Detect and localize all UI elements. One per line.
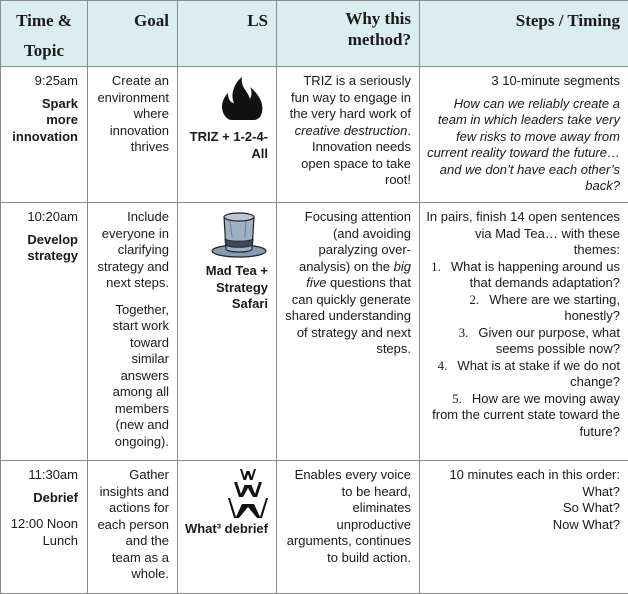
steps-line: So What? xyxy=(426,500,620,517)
goal-cell xyxy=(88,67,178,203)
steps-cell xyxy=(420,461,628,594)
goal-cell xyxy=(88,203,178,461)
table-row xyxy=(1,461,628,594)
header-time-topic-label: Time & Topic xyxy=(16,11,72,60)
table-row xyxy=(1,67,628,203)
list-item xyxy=(426,259,620,292)
topic-label: Spark more innovation xyxy=(7,96,78,146)
list-item-number: 1. xyxy=(431,259,441,274)
list-item xyxy=(426,391,620,441)
why-text-end: questions that can quickly generate shared understanding of strategy and next steps. xyxy=(285,275,411,356)
header-why xyxy=(277,1,420,67)
time-cell xyxy=(1,67,88,203)
goal-text: Together, start work toward similar answers among all members (new and ongoing). xyxy=(94,302,169,451)
time-cell xyxy=(1,203,88,461)
list-item-text: What is at stake if we do not change? xyxy=(457,358,620,390)
steps-intro: In pairs, finish 14 open sentences via Mad Tea… with these themes: xyxy=(426,209,620,259)
steps-cell xyxy=(420,203,628,461)
list-item-number: 5. xyxy=(452,391,462,406)
why-cell xyxy=(277,203,420,461)
why-cell xyxy=(277,461,420,594)
goal-text: Create an environment where innovation thrives xyxy=(94,73,169,156)
flame-icon xyxy=(218,73,268,121)
header-goal-label: Goal xyxy=(88,1,177,36)
why-text: TRIZ is a seriously fun way to engage in the very hard work of xyxy=(290,73,411,121)
goal-cell xyxy=(88,461,178,594)
why-emphasis: creative destruction xyxy=(295,123,408,138)
header-why-line1: Why this xyxy=(345,9,411,28)
header-steps xyxy=(420,1,628,67)
header-why-line2: method? xyxy=(348,30,411,49)
list-item-number: 4. xyxy=(438,358,448,373)
why-text: Enables every voice to be heard, eliminates unproductive arguments, continues to build action. xyxy=(287,467,411,565)
topic-label: Debrief xyxy=(7,490,78,507)
why-cell xyxy=(277,67,420,203)
header-time-topic xyxy=(1,1,88,67)
time-label: 11:30am xyxy=(7,467,78,484)
header-goal xyxy=(88,1,178,67)
time-label: 10:20am xyxy=(7,209,78,226)
list-item-text: What is happening around us that demands adaptation? xyxy=(451,259,620,291)
top-hat-icon xyxy=(210,209,268,259)
steps-cell xyxy=(420,67,628,203)
header-steps-label: Steps / Timing xyxy=(420,1,628,36)
time-cell xyxy=(1,461,88,594)
ls-cell xyxy=(178,67,277,203)
steps-list xyxy=(426,259,620,441)
ls-label: TRIZ + 1-2-4-All xyxy=(184,129,268,162)
ls-label: What³ debrief xyxy=(184,521,268,538)
table-row xyxy=(1,203,628,461)
why-text-end: . Innovation needs open space to take root! xyxy=(301,123,411,188)
triple-w-icon xyxy=(228,467,268,519)
list-item-text: Where are we starting, honestly? xyxy=(489,292,620,324)
ls-cell xyxy=(178,461,277,594)
header-ls xyxy=(178,1,277,67)
list-item xyxy=(426,325,620,358)
list-item-number: 3. xyxy=(459,325,469,340)
list-item xyxy=(426,358,620,391)
steps-line: Now What? xyxy=(426,517,620,534)
time-label: 12:00 Noon xyxy=(7,516,78,533)
ls-label: Mad Tea + Strategy Safari xyxy=(184,263,268,313)
steps-prompt: How can we reliably create a team in which leaders take very few risks to move away from current reality toward the future… and we don’t have each other’s back? xyxy=(426,96,620,195)
steps-line: What? xyxy=(426,484,620,501)
topic-label: Develop strategy xyxy=(7,232,78,265)
list-item-number: 2. xyxy=(469,292,479,307)
why-text: Focusing attention (and avoiding paralyzing over-analysis) on the xyxy=(299,209,411,274)
header-ls-label: LS xyxy=(178,1,276,36)
goal-text: Gather insights and actions for each person and the team as a whole. xyxy=(94,467,169,583)
list-item-text: How are we moving away from the current state toward the future? xyxy=(432,391,620,439)
goal-text: Include everyone in clarifying strategy and next steps. xyxy=(94,209,169,292)
steps-intro: 3 10-minute segments xyxy=(426,73,620,90)
time-label: 9:25am xyxy=(7,73,78,90)
topic-label: Lunch xyxy=(7,533,78,550)
ls-cell xyxy=(178,203,277,461)
list-item xyxy=(426,292,620,325)
list-item-text: Given our purpose, what seems possible now? xyxy=(478,325,620,357)
why-emphasis: big five xyxy=(306,259,411,291)
steps-intro: 10 minutes each in this order: xyxy=(426,467,620,484)
header-row xyxy=(1,1,628,67)
